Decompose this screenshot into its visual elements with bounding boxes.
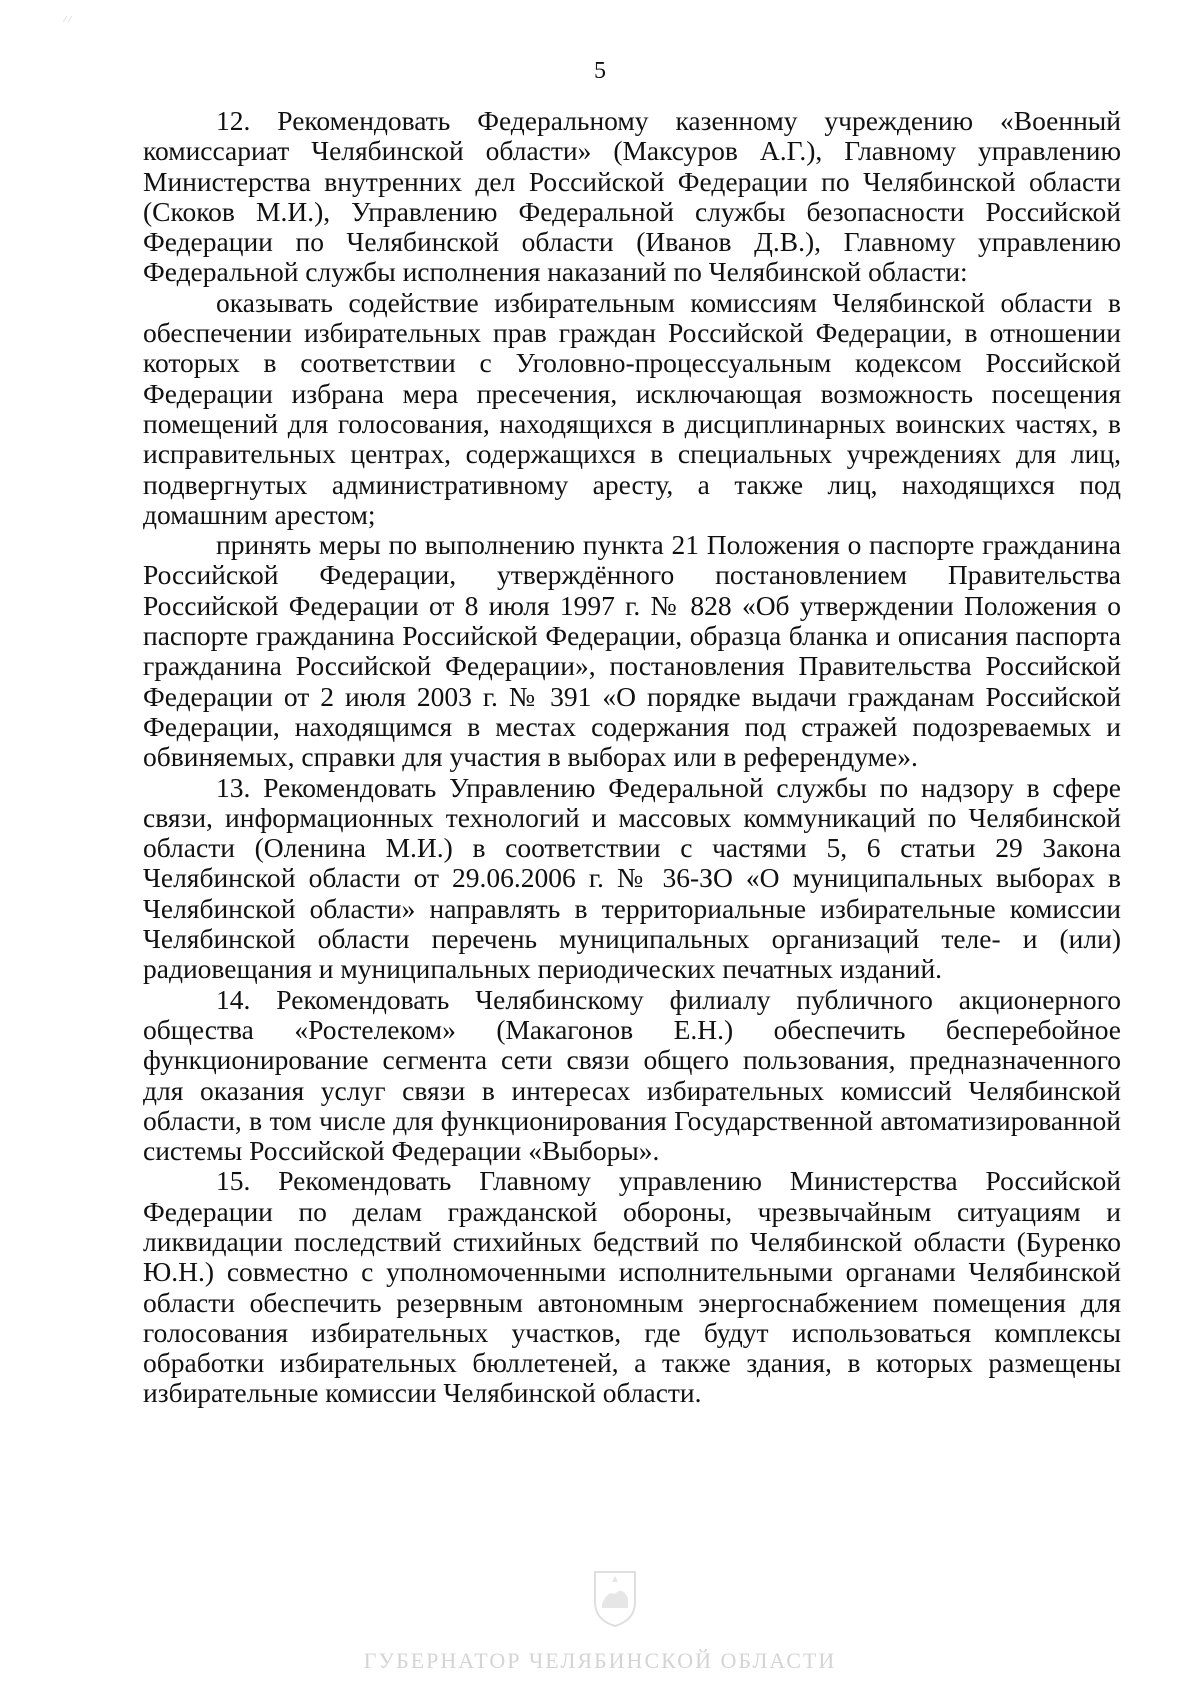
paragraph-14: 14. Рекомендовать Челябинскому филиалу публичного акционерного общества «Ростелеком» (Макагонов Е.Н.) обеспечить бесперебойное функционирование сегмента сети связи общего пользования, предназначенного для оказания услуг связи в интересах избирательных комиссий Челябинской области, в том числе для функционирования Государственной автоматизированной системы Российской Федерации «Выборы». xyxy=(143,983,1121,1167)
paragraph-12: 12. Рекомендовать Федеральному казенному учреждению «Военный комиссариат Челябинской области» (Максуров А.Г.), Главному управлению Министерства внутренних дел Российской Федерации по Челябинской области (Скоков М.И.), Управлению Федеральной службы безопасности Российской Федерации по Челябинской области (Иванов Д.В.), Главному управлению Федеральной службы исполнения наказаний по Челябинской области: xyxy=(143,105,1121,288)
regional-coat-of-arms-icon xyxy=(590,1568,640,1628)
paragraph-15: 15. Рекомендовать Главному управлению Министерства Российской Федерации по делам гражданской обороны, чрезвычайным ситуациям и ликвидации последствий стихийных бедствий по Челябинской области (Буренко Ю.Н.) совместно с уполномоченными исполнительными органами Челябинской области обеспечить резервным автономным энергоснабжением помещения для голосования избирательных участков, где будут использоваться комплексы обработки избирательных бюллетеней, а также здания, в которых размещены избирательные комиссии Челябинской области. xyxy=(143,1165,1121,1409)
paragraph-13: 13. Рекомендовать Управлению Федеральной службы по надзору в сфере связи, информационных технологий и массовых коммуникаций по Челябинской области (Оленина М.И.) в соответствии с частями 5, 6 статьи 29 Закона Челябинской области от 29.06.2006 г. № 36-ЗО «О муниципальных выборах в Челябинской области» направлять в территориальные избирательные комиссии Челябинской области перечень муниципальных организаций теле- и (или) радиовещания и муниципальных периодических печатных изданий. xyxy=(143,771,1121,985)
watermark-stamp: ГУБЕРНАТОР ЧЕЛЯБИНСКОЙ ОБЛАСТИ xyxy=(363,1648,837,1673)
paragraph-12-assist-voters: оказывать содействие избирательным комиссиям Челябинской области в обеспечении избирательных прав граждан Российской Федерации, в отношении которых в соответствии с Уголовно-процессуальным кодексом Российской Федерации избрана мера пресечения, исключающая возможность посещения помещений для голосования, находящихся в дисциплинарных воинских частях, в исправительных центрах, содержащихся в специальных учреждениях для лиц, подвергнутых административному аресту, а также лиц, находящихся под домашним арестом; xyxy=(143,286,1121,530)
page-number: 5 xyxy=(594,58,606,84)
paragraph-12-passport-measures: принять меры по выполнению пункта 21 Положения о паспорте гражданина Российской Федерации, утверждённого постановлением Правительства Российской Федерации от 8 июля 1997 г. № 828 «Об утверждении Положения о паспорте гражданина Российской Федерации, образца бланка и описания паспорта гражданина Российской Федерации», постановления Правительства Российской Федерации от 2 июля 2003 г. № 391 «О порядке выдачи гражданам Российской Федерации, находящимся в местах содержания под стражей подозреваемых и обвиняемых, справки для участия в выборах или в референдуме». xyxy=(143,529,1121,773)
scan-mark-icon xyxy=(62,14,76,24)
document-body xyxy=(143,106,1121,1409)
